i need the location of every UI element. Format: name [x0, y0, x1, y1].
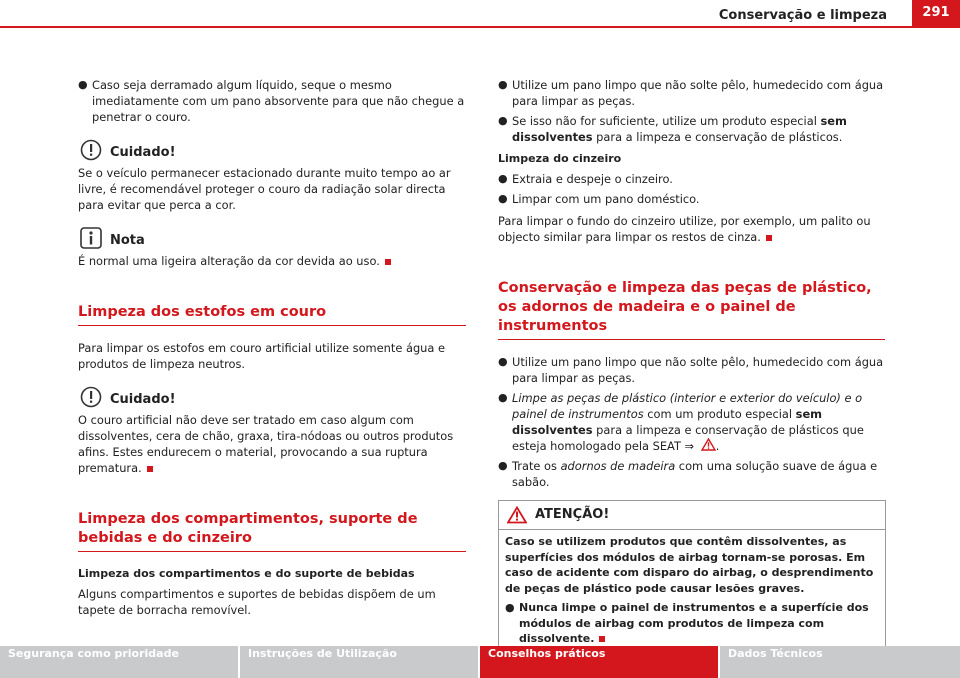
- note-text: É normal uma ligeira alteração da cor devida ao uso.: [78, 253, 466, 269]
- list-item: ● Trate os adornos de madeira com uma solução suave de água e sabão.: [498, 459, 878, 489]
- bullet-icon: ●: [498, 172, 508, 185]
- header-rule: [0, 26, 960, 28]
- list-item: ● Caso seja derramado algum líquido, seque o mesmo imediatamente com um pano absorvente para que não chegue a penetrar o couro.: [78, 78, 465, 124]
- warning-box: [498, 500, 886, 654]
- caution-icon: [80, 386, 102, 408]
- section-text: Alguns compartimentos e suportes de bebidas dispõem de um tapete de borracha removível.: [78, 587, 436, 617]
- page-number: 291: [912, 0, 960, 27]
- list-item: ● Nunca limpe o painel de instrumentos e a superfície dos módulos de airbag com produtos de limpeza com dissolvente.: [505, 601, 869, 645]
- caution-heading: Cuidado!: [78, 380, 466, 408]
- warning-triangle-icon: [701, 438, 716, 451]
- page-header-title: Conservação e limpeza: [718, 8, 887, 23]
- note-heading: Nota: [78, 221, 466, 249]
- bullet-icon: ●: [505, 601, 515, 614]
- caution-text: Se o veículo permanecer estacionado durante muito tempo ao ar livre, é recomendável proteger o couro da radiação solar directa para evitar que perca a cor.: [78, 166, 451, 212]
- section-title: Limpeza dos estofos em couro: [78, 303, 466, 326]
- arrow-icon: ⇒: [684, 439, 695, 453]
- list-item: ● Limpe as peças de plástico (interior e exterior do veículo) e o painel de instrumentos com um produto especial sem dissolventes para a limpeza e conservação de plásticos que esteja homologado pela SEAT ⇒ .: [498, 391, 864, 453]
- subheading: Limpeza dos compartimentos e do suporte de bebidas: [78, 567, 415, 580]
- end-mark-icon: [385, 259, 391, 265]
- footer-tab-instrucoes[interactable]: Instruções de Utilização: [240, 646, 480, 678]
- section-title: Limpeza dos compartimentos, suporte de bebidas e do cinzeiro: [78, 510, 466, 552]
- info-icon: [80, 227, 102, 249]
- section-text: Para limpar os estofos em couro artificial utilize somente água e produtos de limpeza neutros.: [78, 341, 446, 371]
- footer-tab-seguranca[interactable]: Segurança como prioridade: [0, 646, 240, 678]
- right-column: [498, 77, 885, 654]
- left-column: [78, 77, 466, 618]
- footer-nav: [0, 646, 960, 678]
- bullet-icon: ●: [78, 78, 88, 91]
- bullet-icon: ●: [498, 355, 508, 368]
- list-item: ● Utilize um pano limpo que não solte pêlo, humedecido com água para limpar as peças.: [498, 78, 884, 108]
- warning-heading: ATENÇÃO!: [499, 501, 885, 530]
- caution-heading: Cuidado!: [78, 133, 466, 161]
- end-mark-icon: [766, 235, 772, 241]
- caution-icon: [80, 139, 102, 161]
- bullet-icon: ●: [498, 78, 508, 91]
- bullet-icon: ●: [498, 459, 508, 472]
- footer-tab-conselhos[interactable]: Conselhos práticos: [480, 646, 720, 678]
- warning-body: Caso se utilizem produtos que contêm dissolventes, as superfícies dos módulos de airbag tornam-se porosas. Em caso de acidente com disparo do airbag, o desprendimento de peças de plástico pode causar lesões graves. ● Nunca limpe o painel de instrumentos e a superfície dos módulos de airbag com produtos de limpeza com dissolvente.: [499, 530, 885, 653]
- list-item: ● Se isso não for suficiente, utilize um produto especial sem dissolventes para a limpeza e conservação de plásticos.: [498, 114, 847, 144]
- list-item: ● Extraia e despeje o cinzeiro.: [498, 172, 673, 186]
- section-title: Conservação e limpeza das peças de plástico, os adornos de madeira e o painel de instrumentos: [498, 279, 885, 340]
- caution-text: O couro artificial não deve ser tratado em caso algum com dissolventes, cera de chão, graxa, tira-nódoas ou outros produtos afins. Estes endurecem o material, provocando a sua ruptura prematura.: [78, 413, 454, 475]
- list-item: ● Limpar com um pano doméstico.: [498, 192, 700, 206]
- ashtray-text: Para limpar o fundo do cinzeiro utilize, por exemplo, um palito ou objecto similar para limpar os restos de cinza.: [498, 214, 871, 244]
- warning-triangle-icon: [507, 506, 527, 524]
- bullet-icon: ●: [498, 114, 508, 127]
- end-mark-icon: [599, 636, 605, 642]
- bullet-icon: ●: [498, 391, 508, 404]
- end-mark-icon: [147, 466, 153, 472]
- bullet-icon: ●: [498, 192, 508, 205]
- footer-tab-dados[interactable]: Dados Técnicos: [720, 646, 960, 678]
- subheading: Limpeza do cinzeiro: [498, 152, 622, 165]
- list-item: ● Utilize um pano limpo que não solte pêlo, humedecido com água para limpar as peças.: [498, 355, 884, 385]
